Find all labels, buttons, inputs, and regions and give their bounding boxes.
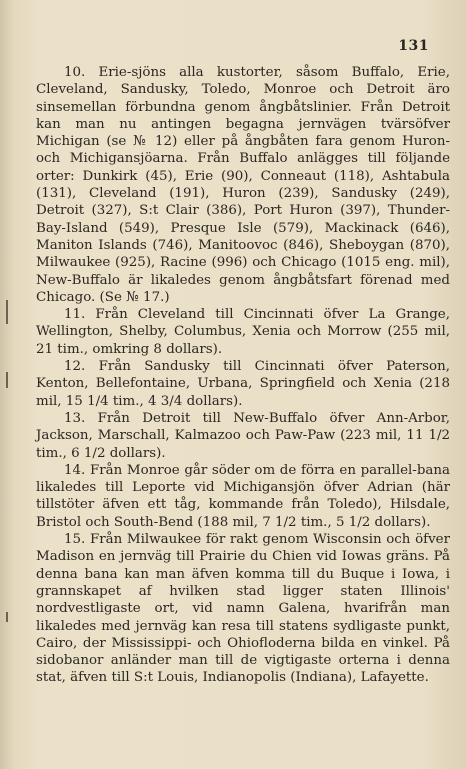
page-number: 131	[398, 38, 429, 54]
paragraph-10: 10. Erie-sjöns alla kustorter, såsom Buffalo, Erie, Cleveland, Sandusky, Toledo, Monroe och Detroit äro sinsemellan förbundna genom ångbåtslinier. Från Detroit kan man nu antingen begagna jernvägen tvärsöfver Michigan (se № 12) eller på ångbåten fara genom Huron- och Michigansjöarna. Från Buffalo anlägges till följande orter: Dunkirk (45), Erie (90), Conneaut (118), Ashtabula (131), Cleveland (191), Huron (239), Sandusky (249), Detroit (327), S:t Clair (386), Port Huron (397), Thunder-Bay-Island (549), Presque Isle (579), Mackinack (646), Maniton Islands (746), Manitoovoc (846), Sheboygan (870), Milwaukee (925), Racine (996) och Chicago (1015 eng. mil), New-Buffalo är likaledes genom ångbåtsfart förenad med Chicago. (Se № 17.)	[36, 65, 450, 305]
paragraph-12: 12. Från Sandusky till Cincinnati öfver Paterson, Kenton, Bellefontaine, Urbana, Springfield och Xenia (218 mil, 15 1/4 tim., 4 3/4 dollars).	[36, 359, 450, 409]
page-edge-mark	[6, 612, 8, 622]
paragraph-15: 15. Från Milwaukee för rakt genom Wisconsin och öfver Madison en jernväg till Prairie du Chien vid Iowas gräns. På denna bana kan man äfven komma till du Buque i Iowa, i grannskapet af hvilken stad ligger staten Illinois' nordvestligaste ort, vid namn Galena, hvarifrån man likaledes med jernväg kan resa till statens sydligaste punkt, Cairo, der Mississippi- och Ohiofloderna bilda en vinkel. På sidobanor anländer man till de vigtigaste orterna i denna stat, äfven till S:t Louis, Indianopolis (Indiana), Lafayette.	[36, 532, 450, 686]
page-edge-mark	[6, 372, 8, 388]
body-text	[36, 64, 450, 687]
paragraph-11: 11. Från Cleveland till Cincinnati öfver La Grange, Wellington, Shelby, Columbus, Xenia och Morrow (255 mil, 21 tim., omkring 8 dollars).	[36, 307, 450, 357]
paragraph-13: 13. Från Detroit till New-Buffalo öfver Ann-Arbor, Jackson, Marschall, Kalmazoo och Paw-Paw (223 mil, 11 1/2 tim., 6 1/2 dollars).	[36, 410, 450, 461]
paragraph-14: 14. Från Monroe går söder om de förra en parallel-bana likaledes till Leporte vid Michigansjön öfver Adrian (här tillstöter äfven ett tåg, kommande från Toledo), Hilsdale, Bristol och South-Bend (188 mil, 7 1/2 tim., 5 1/2 dollars).	[36, 462, 450, 530]
page-edge-mark	[6, 300, 8, 324]
